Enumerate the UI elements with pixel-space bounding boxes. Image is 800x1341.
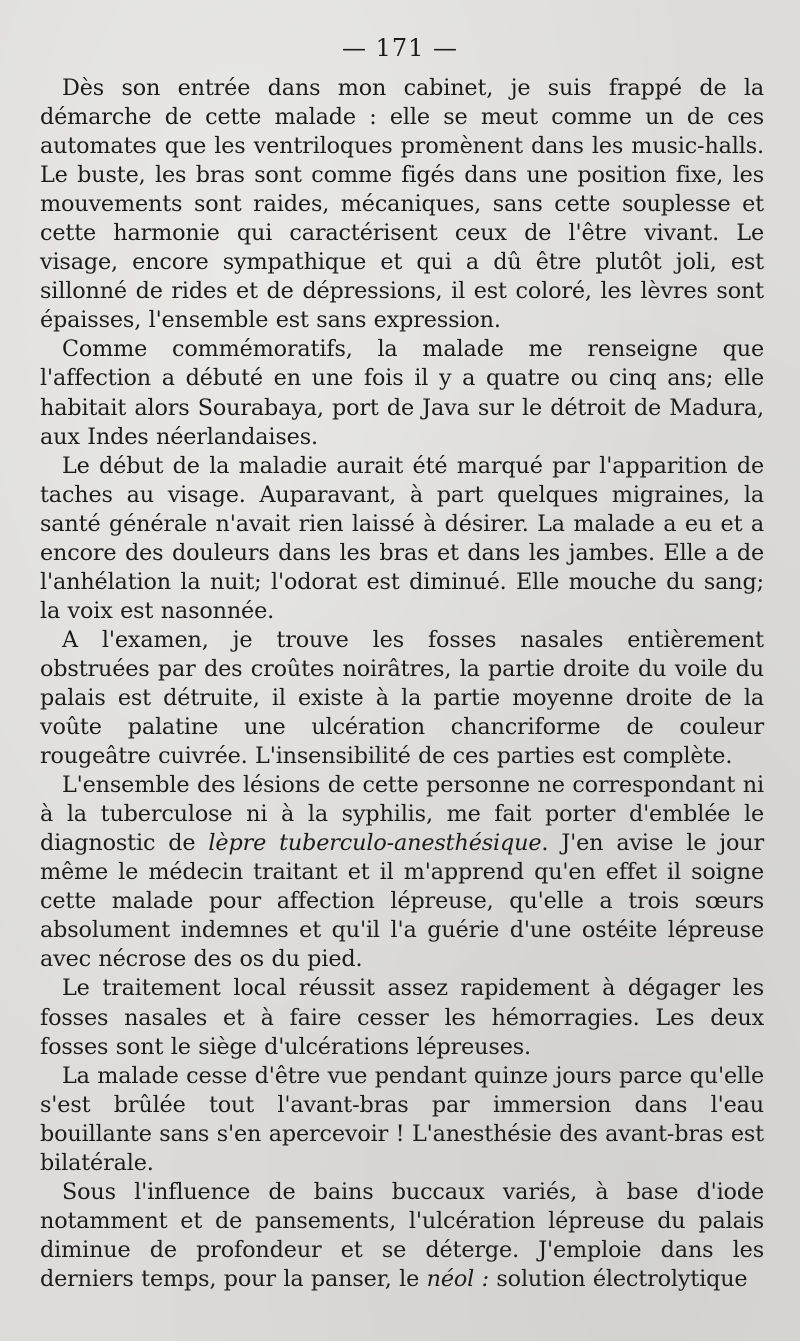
paragraph-text: Dès son entrée dans mon cabinet, je suis frappé de la démarche de cette malade : elle se meut comme un de ces automates que les ventriloques promènent dans les music-halls. Le buste, les bras sont comme figés dans une position fixe, les mouvements sont raides, mécaniques, sans cette souplesse et cette harmonie qui caractérisent ceux de l'être vivant. Le visage, encore sympathique et qui a dû être plutôt joli, est sillonné de rides et de dépressions, il est coloré, les lèvres sont épaisses, l'ensemble est sans expression. bbox=[40, 75, 764, 334]
paragraph-text: . J'en avise le jour même le médecin traitant et il m'apprend qu'en effet il soigne cette malade pour affection lépreuse, qu'elle a trois sœurs absolument indemnes et qu'il l'a guérie d'une ostéite lépreuse avec nécrose des os du pied. bbox=[40, 830, 764, 973]
paragraph bbox=[40, 771, 764, 974]
paragraph bbox=[40, 452, 764, 626]
product-italic: néol : bbox=[426, 1265, 489, 1292]
paragraph bbox=[40, 74, 764, 335]
paragraph-text: L'ensemble des lésions de cette personne ne correspondant ni à la tuberculose ni à la syphilis, me fait porter d'emblée le diagnostic de bbox=[40, 772, 764, 857]
paragraph bbox=[40, 1178, 764, 1294]
paragraph-text: La malade cesse d'être vue pendant quinze jours parce qu'elle s'est brûlée tout l'avant-bras par immersion dans l'eau bouillante sans s'en apercevoir ! L'anesthésie des avant-bras est bilatérale. bbox=[40, 1062, 764, 1176]
body-text bbox=[40, 74, 764, 1294]
paragraph-text: Le traitement local réussit assez rapidement à dégager les fosses nasales et à faire cesser les hémorragies. Les deux fosses sont le siège d'ulcérations lépreuses. bbox=[40, 975, 764, 1060]
paragraph bbox=[40, 335, 764, 451]
paragraph-text: Le début de la maladie aurait été marqué par l'apparition de taches au visage. Auparavant, à part quelques migraines, la santé générale n'avait rien laissé à désirer. La malade a eu et a encore des douleurs dans les bras et dans les jambes. Elle a de l'anhélation la nuit; l'odorat est diminué. Elle mouche du sang; la voix est nasonnée. bbox=[40, 452, 764, 624]
diagnosis-italic: lèpre tuberculo-anesthésique bbox=[208, 830, 542, 857]
paragraph-text: Sous l'influence de bains buccaux variés, à base d'iode notamment et de pansements, l'ulcération lépreuse du palais diminue de profondeur et se déterge. J'emploie dans les derniers temps, pour la panser, le bbox=[40, 1178, 764, 1292]
paragraph bbox=[40, 626, 764, 771]
paragraph-text: A l'examen, je trouve les fosses nasales entièrement obstruées par des croûtes noirâtres, la partie droite du voile du palais est détruite, il existe à la partie moyenne droite de la voûte palatine une ulcération chancriforme de couleur rougeâtre cuivrée. L'insensibilité de ces parties est complète. bbox=[40, 626, 764, 770]
paragraph bbox=[40, 974, 764, 1061]
paragraph bbox=[40, 1062, 764, 1178]
paragraph-text: Comme commémoratifs, la malade me renseigne que l'affection a débuté en une fois il y a quatre ou cinq ans; elle habitait alors Sourabaya, port de Java sur le détroit de Madura, aux Indes néerlandaises. bbox=[40, 336, 764, 450]
page-number: — 171 — bbox=[341, 34, 459, 62]
paragraph-text: solution électrolytique bbox=[488, 1265, 748, 1292]
